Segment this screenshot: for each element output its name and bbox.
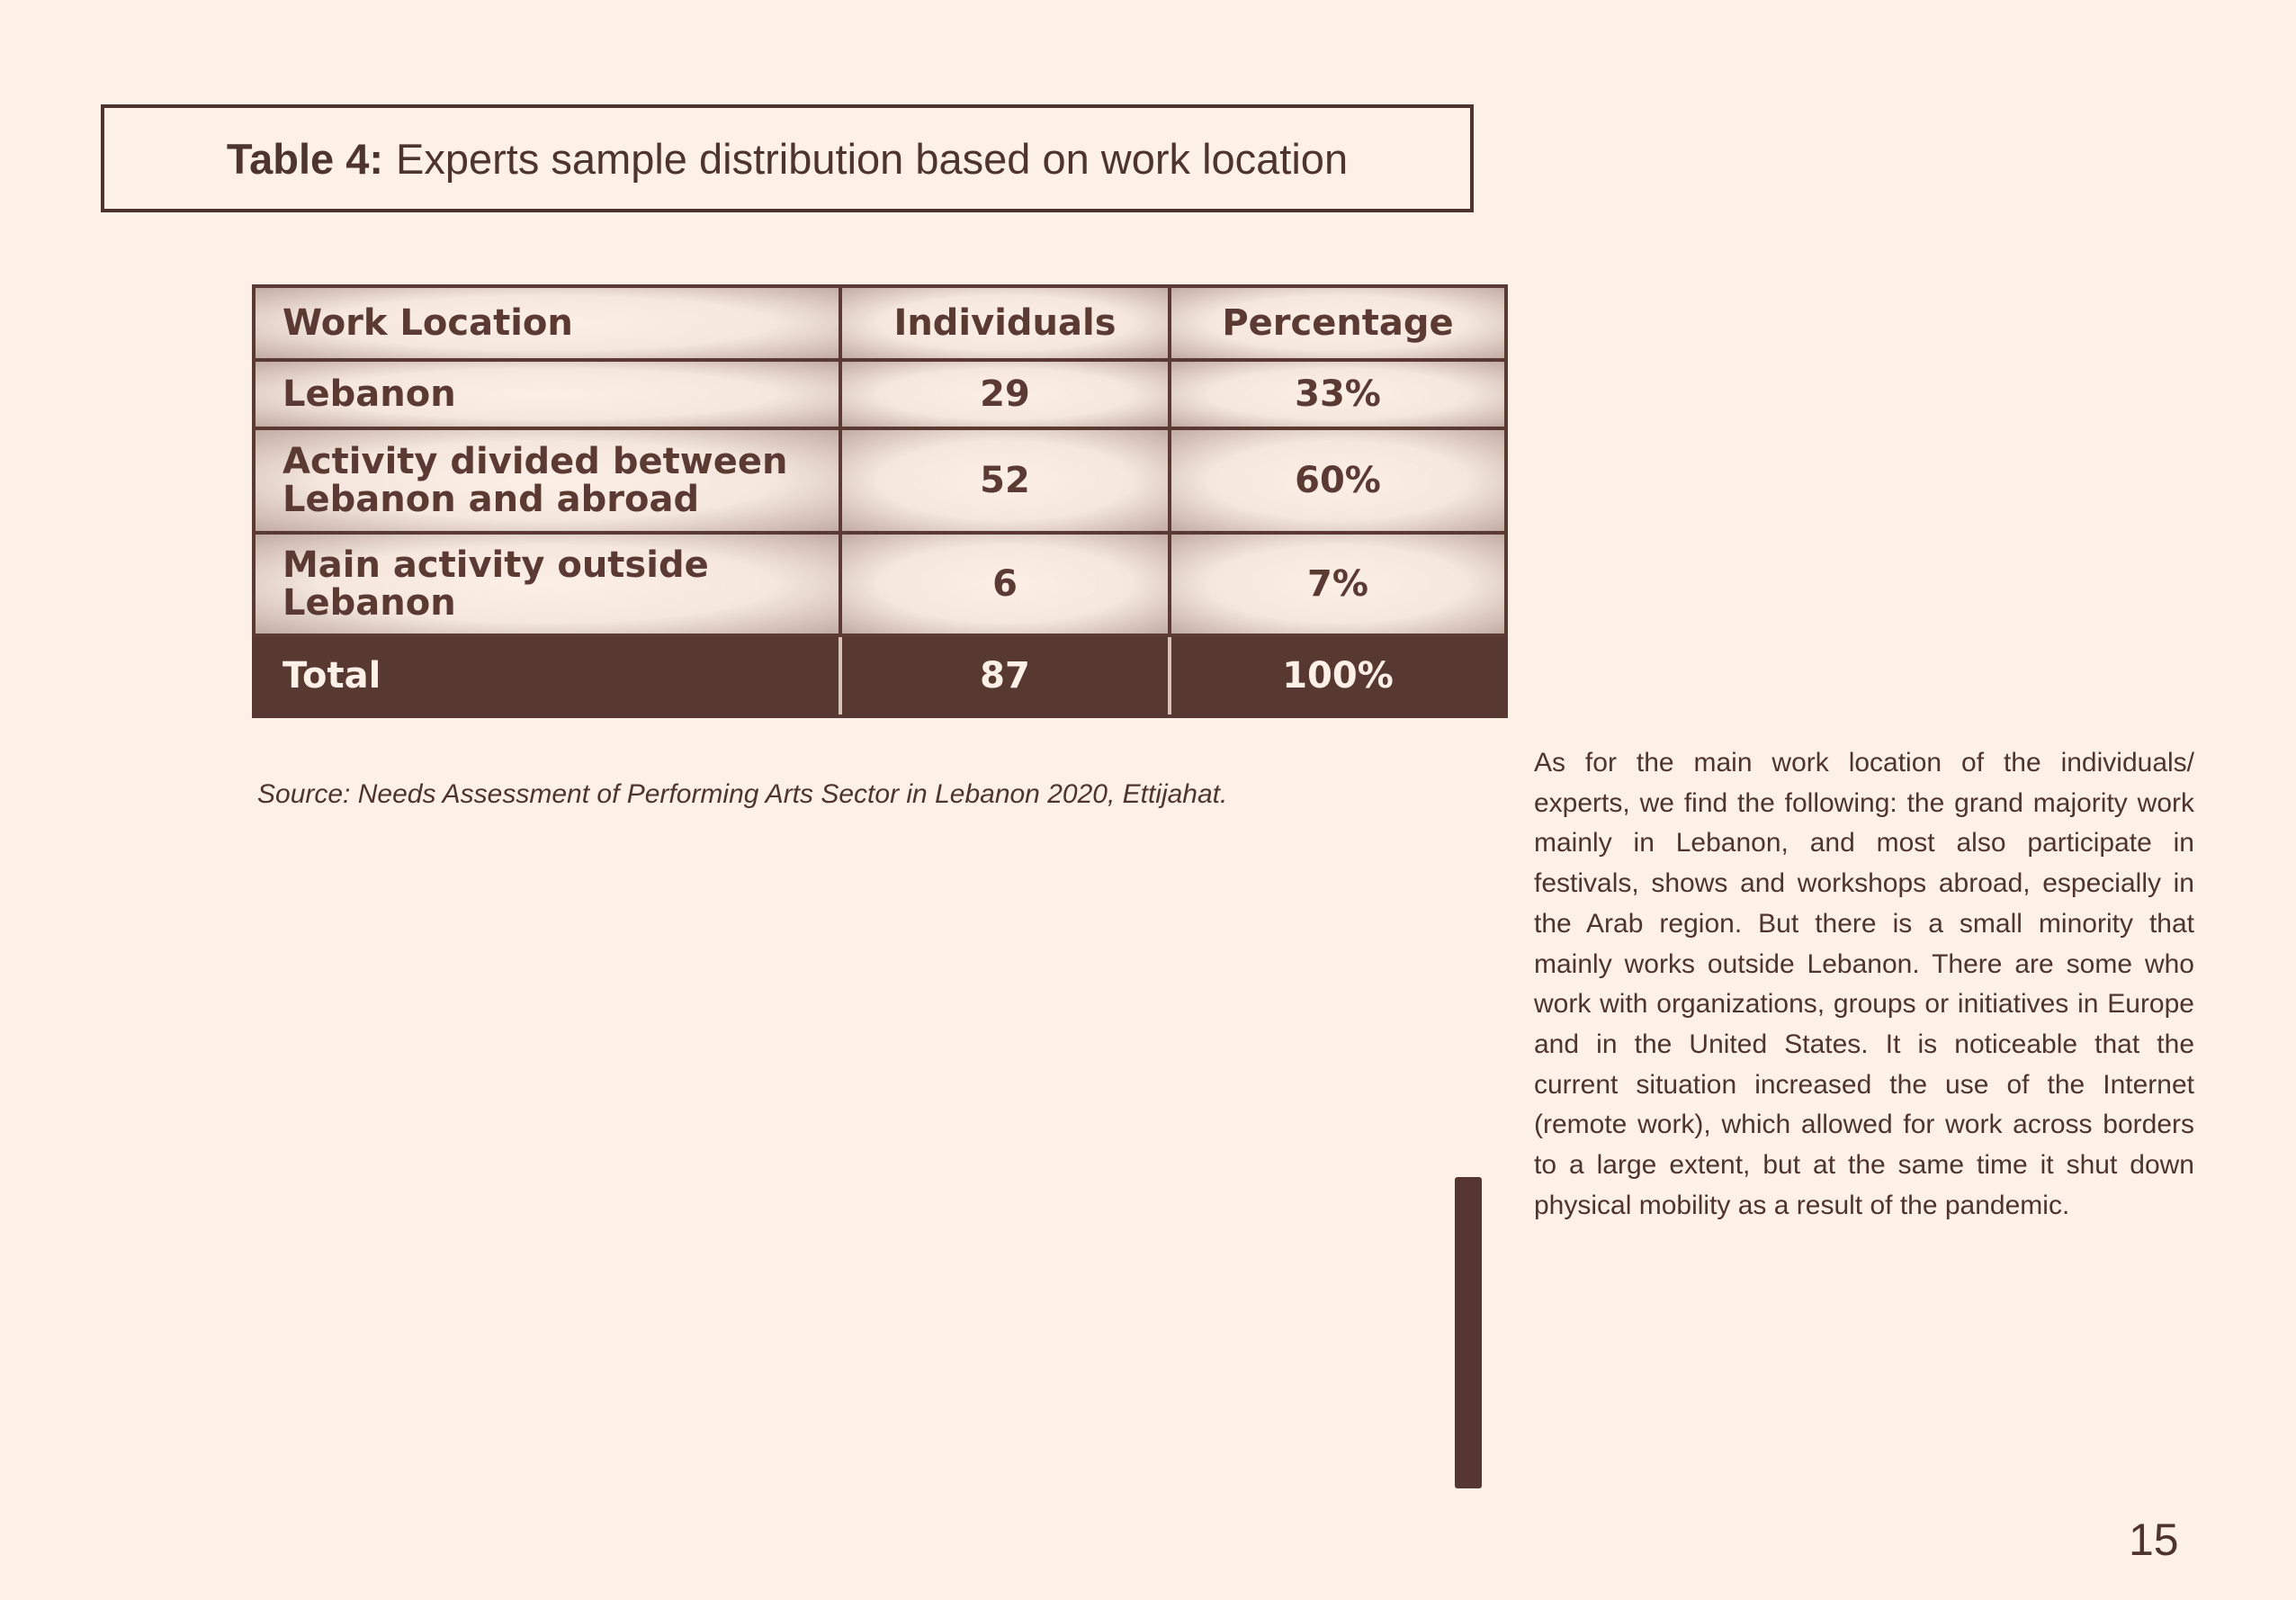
cell-percentage: 60% xyxy=(1170,428,1506,533)
table-caption-text: Experts sample distribution based on work location xyxy=(396,134,1349,183)
cell-location: Lebanon xyxy=(254,360,840,428)
table-caption-lead: Table 4: xyxy=(226,134,384,183)
total-individuals: 87 xyxy=(840,635,1170,716)
cell-location: Main activity outside Lebanon xyxy=(254,533,840,635)
total-label: Total xyxy=(254,635,840,716)
table-row xyxy=(254,360,1506,428)
decorative-accent-bar xyxy=(1455,1177,1482,1488)
work-location-table xyxy=(252,284,1508,718)
page-number: 15 xyxy=(2129,1515,2179,1565)
source-note: Source: Needs Assessment of Performing Arts Sector in Lebanon 2020, Ettijahat. xyxy=(257,779,1228,809)
cell-percentage: 7% xyxy=(1170,533,1506,635)
header-individuals: Individuals xyxy=(840,286,1170,360)
cell-individuals: 29 xyxy=(840,360,1170,428)
cell-individuals: 52 xyxy=(840,428,1170,533)
cell-location: Activity divided between Lebanon and abroad xyxy=(254,428,840,533)
total-percentage: 100% xyxy=(1170,635,1506,716)
cell-individuals: 6 xyxy=(840,533,1170,635)
table-header-row xyxy=(254,286,1506,360)
cell-percentage: 33% xyxy=(1170,360,1506,428)
table-total-row xyxy=(254,635,1506,716)
table-row xyxy=(254,533,1506,635)
body-paragraph: As for the main work location of the individuals/ experts, we find the following: the grand majority work mainly in Lebanon, and most also participate in festivals, shows and workshops abroad, especially in the Arab region. But there is a small minority that mainly works outside Lebanon. There are some who work with organizations, groups or initiatives in Europe and in the United States. It is noticeable that the current situation increased the use of the Internet (remote work), which allowed for work across borders to a large extent, but at the same time it shut down physical mobility as a result of the pandemic. xyxy=(1534,748,2194,1220)
header-percentage: Percentage xyxy=(1170,286,1506,360)
table-row xyxy=(254,428,1506,533)
table-caption xyxy=(101,104,1474,212)
header-work-location: Work Location xyxy=(254,286,840,360)
